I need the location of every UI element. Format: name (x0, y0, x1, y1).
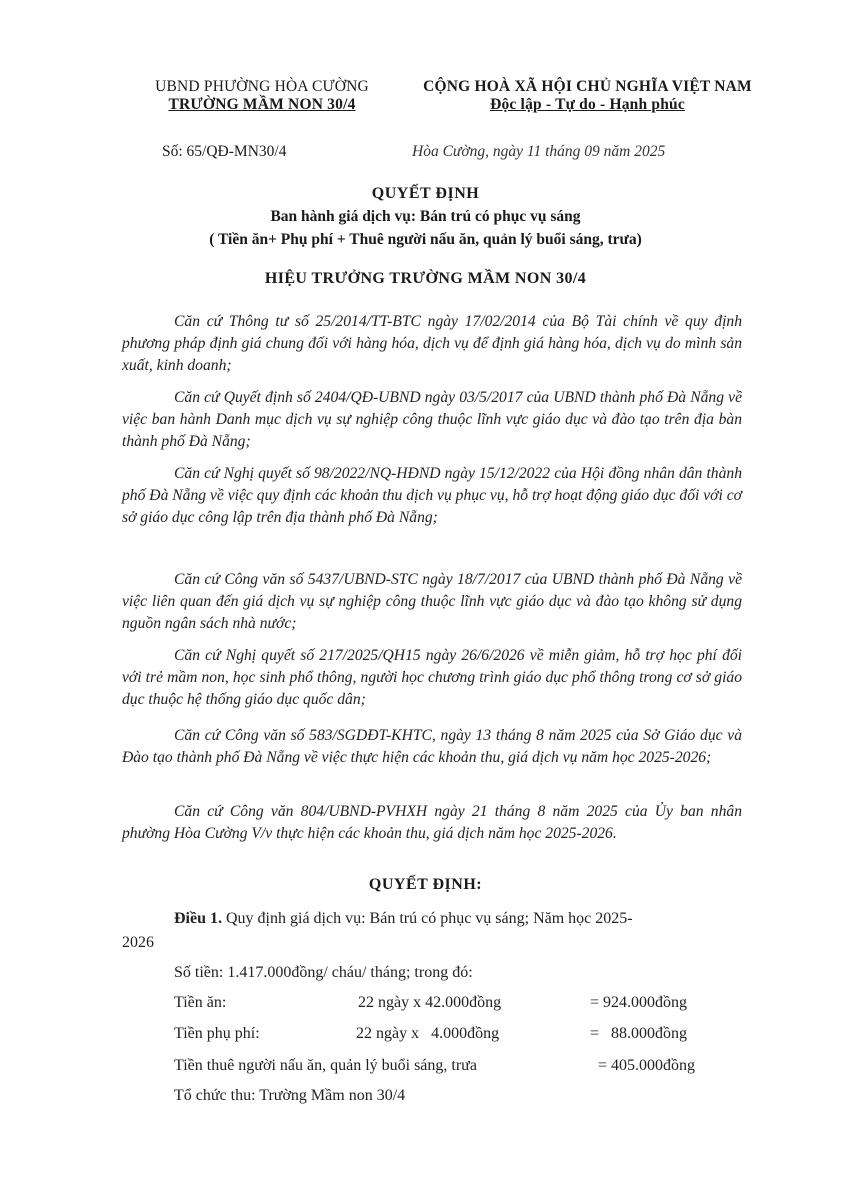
article-1 (174, 910, 633, 928)
item-label-surcharge: Tiền phụ phí: (174, 1025, 260, 1042)
collector: Tổ chức thu: Trường Mầm non 30/4 (174, 1087, 406, 1104)
decision-subtitle-2: ( Tiền ăn+ Phụ phí + Thuê người nấu ăn, quản lý buổi sáng, trưa) (209, 231, 642, 248)
item-amount-staff: = 405.000đồng (598, 1057, 696, 1074)
legal-basis-7: Căn cứ Công văn 804/UBND-PVHXH ngày 21 tháng 8 năm 2025 của Ủy ban nhân phường Hòa Cường V/v thực hiện các khoản thu, giá dịch năm học 2025-2026. (122, 803, 742, 842)
legal-basis-5: Căn cứ Nghị quyết số 217/2025/QH15 ngày 26/6/2026 về miễn giảm, hỗ trợ học phí đối với trẻ mầm non, học sinh phổ thông, người học chương trình giáo dục phổ thông trong cơ sở giáo dục thuộc hệ thống giáo dục quốc dân; (122, 647, 742, 708)
school-name: TRƯỜNG MẦM NON 30/4 (168, 96, 356, 113)
article-1-text: Quy định giá dịch vụ: Bán trú có phục vụ sáng; Năm học 2025- (222, 910, 633, 927)
total-amount: Số tiền: 1.417.000đồng/ cháu/ tháng; trong đó: (174, 964, 473, 981)
org-name (140, 78, 384, 114)
legal-basis-2: Căn cứ Quyết định số 2404/QĐ-UBND ngày 03/5/2017 của UBND thành phố Đà Nẵng về việc ban hành Danh mục dịch vụ sự nghiệp công thuộc lĩnh vực giáo dục và đào tạo trên địa bàn thành phố Đà Nẵng; (122, 389, 742, 450)
decision-title: QUYẾT ĐỊNH (371, 185, 480, 202)
org-line-2 (140, 96, 384, 114)
legal-basis-1: Căn cứ Thông tư số 25/2014/TT-BTC ngày 17/02/2014 của Bộ Tài chính về quy định phương pháp định giá chung đối với hàng hóa, dịch vụ để định giá hàng hóa, dịch vụ do mình sản xuất, kinh doanh; (122, 313, 742, 374)
document-number: Số: 65/QĐ-MN30/4 (162, 143, 287, 160)
legal-basis-4: Căn cứ Công văn số 5437/UBND-STC ngày 18/7/2017 của UBND thành phố Đà Nẵng về việc liên quan đến giá dịch vụ sự nghiệp công thuộc lĩnh vực giáo dục và đào tạo không sử dụng nguồn ngân sách nhà nước; (122, 571, 742, 632)
nation-line-1: CỘNG HOÀ XÃ HỘI CHỦ NGHĨA VIỆT NAM (423, 78, 752, 95)
nation-line-2 (400, 96, 775, 114)
motto-text: Độc lập - Tự do - Hạnh phúc (490, 96, 685, 113)
article-1-continuation: 2026 (122, 934, 154, 951)
item-label-food: Tiền ăn: (174, 994, 227, 1011)
legal-basis-3: Căn cứ Nghị quyết số 98/2022/NQ-HĐND ngày 15/12/2022 của Hội đồng nhân dân thành phố Đà Nẵng về việc quy định các khoản thu dịch vụ phục vụ, hỗ trợ hoạt động giáo dục đối với cơ sở giáo dục công lập trên địa thành phố Đà Nẵng; (122, 465, 742, 526)
decision-heading: QUYẾT ĐỊNH: (368, 876, 483, 893)
article-1-label: Điều 1. (174, 910, 222, 927)
decision-subtitle-1: Ban hành giá dịch vụ: Bán trú có phục vụ sáng (270, 208, 581, 225)
item-label-staff: Tiền thuê người nấu ăn, quản lý buổi sáng, trưa (174, 1057, 477, 1074)
item-amount-surcharge: = 88.000đồng (590, 1025, 688, 1042)
legal-basis-6: Căn cứ Công văn số 583/SGDĐT-KHTC, ngày 13 tháng 8 năm 2025 của Sở Giáo dục và Đào tạo thành phố Đà Nẵng về việc thực hiện các khoản thu, giá dịch vụ năm học 2025-2026; (122, 727, 742, 766)
item-calc-surcharge: 22 ngày x 4.000đồng (356, 1025, 500, 1042)
place-date: Hòa Cường, ngày 11 tháng 09 năm 2025 (412, 143, 666, 160)
item-calc-food: 22 ngày x 42.000đồng (358, 994, 502, 1011)
item-amount-food: = 924.000đồng (590, 994, 688, 1011)
authority-heading: HIỆU TRƯỞNG TRƯỜNG MẦM NON 30/4 (264, 270, 587, 287)
national-motto (400, 78, 775, 114)
org-line-1: UBND PHƯỜNG HÒA CƯỜNG (155, 78, 369, 95)
